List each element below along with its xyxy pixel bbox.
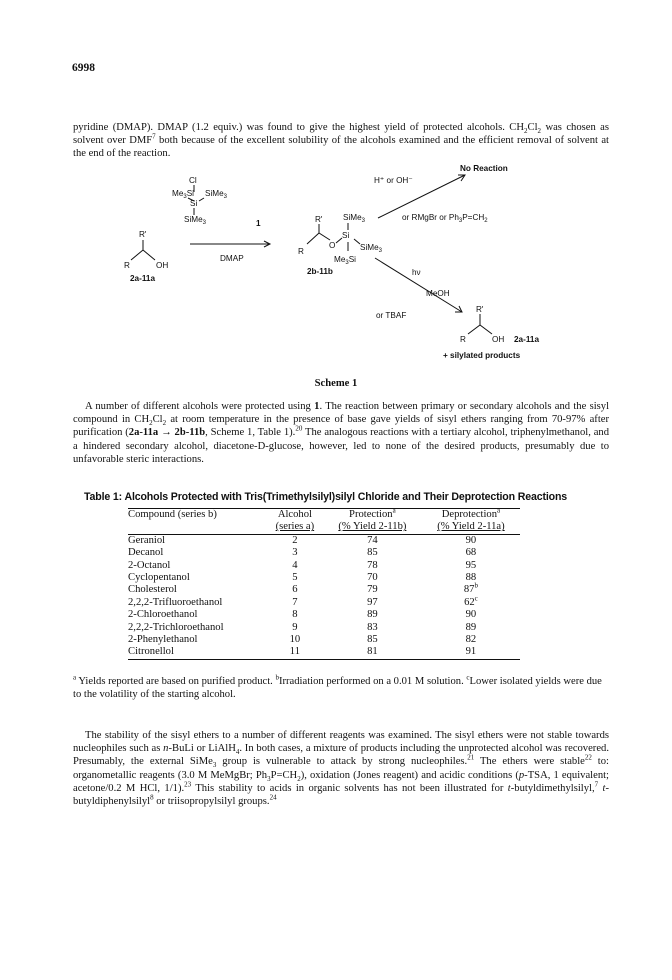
table-row: [128, 560, 520, 572]
col-deprotection: Deprotection$^a$: [422, 509, 520, 522]
product-sime3-right-label: SiMe$_3$: [360, 243, 382, 254]
deprotection-cell: 95: [465, 559, 477, 571]
protection-cell: 85: [367, 634, 378, 646]
table-row: [128, 609, 520, 621]
deprotection-cell: 88: [465, 572, 477, 584]
col-deprotection-sub: (% Yield 2-11a): [422, 521, 520, 534]
compound-cell: 2,2,2-Trichloroethanol: [128, 621, 224, 633]
alcohol-cell: 8: [292, 609, 298, 621]
scheme-1-diagram: [110, 160, 580, 372]
compound-cell: Geraniol: [128, 534, 166, 546]
alcohol-cell: 7: [292, 596, 298, 608]
col-protection: Protection$^a$: [323, 509, 422, 522]
alcohol-cell: 6: [292, 584, 298, 596]
reagent-number: 1: [256, 219, 261, 228]
deprotection-cell: 62$^c$: [464, 594, 478, 608]
paragraph-protection: A number of different alcohols were protected using 1. The reaction between primary or secondary alcohols and the sisyl compound in $CH_2Cl_2$ at room temperature in the presence of base gave yields of sisyl ethers ranging from 70-97% after purification (2a-11a → 2b-11b, Scheme 1, Table 1).$^{20}$ The analogous reactions with a tertiary alcohol, triphenylmethanol, and a hindered secondary alcohol, diacetone-D-glucose, however, led to none of the desired products, presumably due to unfavorable steric interactions.: [73, 401, 610, 465]
table-row: [128, 547, 520, 559]
scheme-title: Scheme 1: [314, 378, 358, 389]
compound-cell: 2-Chloroethanol: [128, 609, 198, 621]
deprotection-cell: 87$^b$: [463, 581, 478, 596]
col-alcohol: Alcohol: [267, 509, 323, 522]
protection-cell: 81: [323, 646, 422, 659]
start-rprime-label: R': [139, 230, 147, 239]
deprotection-cell: 90: [465, 534, 477, 546]
product-me3si-label: $Me_3Si$: [334, 255, 356, 266]
reagent-me3si-label: $Me_3Si$: [172, 189, 194, 200]
table-row: [128, 584, 520, 596]
compound-cell: Cyclopentanol: [128, 572, 190, 584]
compound-cell: 2,2,2-Trifluoroethanol: [128, 596, 223, 608]
alcohol-cell: 10: [289, 634, 301, 646]
paragraph-stability: The stability of the sisyl ethers to a number of different reagents was examined. The sisyl ethers were not stable towards nucleophiles such as n-BuLi or LiAlH$_4$. In both cases, a mixture of products including the unprotected alcohol was recovered. Presumably, the external SiMe$_3$ group is vulnerable to attack by strong nucleophiles.$^{21}$ The ethers were stable$^{22}$ to: organometallic reagents (3.0 M MeMgBr; $Ph_3P=CH_2$), oxidation (Jones reagent) and acidic conditions (p-TSA, 1 equivalent; acetone/0.2 M HCl, 1/1).$^{23}$ This stability to acids in organic solvents has not been illustrated for t-butyldimethylsilyl,$^7$ t-butyldiphenylsilyl$^8$ or triisopropylsilyl groups.$^{24}$: [73, 730, 609, 808]
protection-cell: 74: [367, 534, 378, 546]
final-compound-label: 2a-11a: [514, 335, 540, 344]
dmap-label: DMAP: [220, 254, 244, 263]
acid-base-label: H⁺ or OH⁻: [374, 176, 413, 185]
product-o-label: O: [329, 241, 336, 250]
hv-label: hν: [412, 268, 421, 277]
deprotection-cell: 68: [465, 547, 477, 559]
reagent-sime3-bottom-label: SiMe$_3$: [184, 215, 206, 226]
alcohol-cell: 3: [292, 547, 298, 559]
product-sime3-top-label: SiMe$_3$: [343, 213, 365, 224]
alcohol-cell: 9: [292, 621, 298, 633]
compound-cell: 2-Octanol: [128, 559, 171, 571]
alcohol-cell: 2: [292, 534, 298, 546]
start-r-label: R: [124, 261, 130, 270]
deprotection-cell: 82: [465, 634, 477, 646]
reagent-si-label: Si: [190, 199, 198, 208]
organometallic-label: or RMgBr or $Ph_3P=CH_2$: [402, 213, 488, 224]
page-number: 6998: [72, 62, 95, 74]
final-oh-label: OH: [492, 335, 505, 344]
product-compound-label: 2b-11b: [307, 267, 333, 276]
final-rprime-label: R': [476, 305, 484, 314]
compound-cell: Decanol: [128, 547, 164, 559]
meoh-label: MeOH: [426, 289, 450, 298]
protection-cell: 83: [367, 621, 378, 633]
table-title: Table 1: Alcohols Protected with Tris(Trimethylsilyl)silyl Chloride and Their Deprotection Reactions: [84, 491, 568, 503]
no-reaction-label: No Reaction: [460, 164, 508, 173]
alcohol-cell: 5: [292, 572, 298, 584]
compound-cell: Citronellol: [128, 646, 267, 659]
table-footnote: $^a$ Yields reported are based on purified product. $^b$Irradiation performed on a 0.01 M solution. $^c$Lower isolated yields were due to the volatility of the starting alcohol.: [73, 673, 602, 701]
col-compound: Compound (series b): [128, 509, 267, 522]
silylated-products-label: + silylated products: [443, 351, 521, 360]
start-compound-label: 2a-11a: [130, 274, 156, 283]
deprotection-cell: 90: [465, 609, 477, 621]
table-row: [128, 597, 520, 609]
col-protection-sub: (% Yield 2-11b): [323, 521, 422, 534]
table-row: [128, 634, 520, 646]
table-row: [128, 646, 520, 659]
product-r-label: R: [298, 247, 304, 256]
reagent-cl-label: Cl: [189, 176, 197, 185]
col-alcohol-sub: (series a): [267, 521, 323, 534]
alcohol-cell: 11: [267, 646, 323, 659]
table-row: [128, 622, 520, 634]
alcohol-cell: 4: [292, 559, 298, 571]
protection-cell: 78: [367, 559, 378, 571]
reagent-sime3-label: SiMe$_3$: [205, 189, 227, 200]
tbaf-label: or TBAF: [376, 311, 407, 320]
start-oh-label: OH: [156, 261, 169, 270]
final-r-label: R: [460, 335, 466, 344]
product-rprime-label: R': [315, 215, 323, 224]
protection-cell: 79: [367, 584, 378, 596]
protection-cell: 89: [367, 609, 378, 621]
compound-cell: 2-Phenylethanol: [128, 634, 198, 646]
protection-cell: 70: [367, 572, 378, 584]
table-row: [128, 534, 520, 547]
deprotection-cell: 91: [422, 646, 520, 659]
deprotection-cell: 89: [465, 621, 477, 633]
protection-cell: 97: [367, 596, 378, 608]
compound-cell: Cholesterol: [128, 584, 177, 596]
product-si-label: Si: [342, 231, 350, 240]
protection-cell: 85: [367, 547, 378, 559]
alcohol-table: [128, 508, 520, 660]
paragraph-intro: pyridine (DMAP). DMAP (1.2 equiv.) was found to give the highest yield of protected alcohols. $CH_2Cl_2$ was chosen as solvent over DMF$^7$ both because of the excellent solubility of the alcohols examined and the efficient removal of solvent at the end of the reaction.: [73, 122, 609, 160]
table-row: [128, 572, 520, 584]
